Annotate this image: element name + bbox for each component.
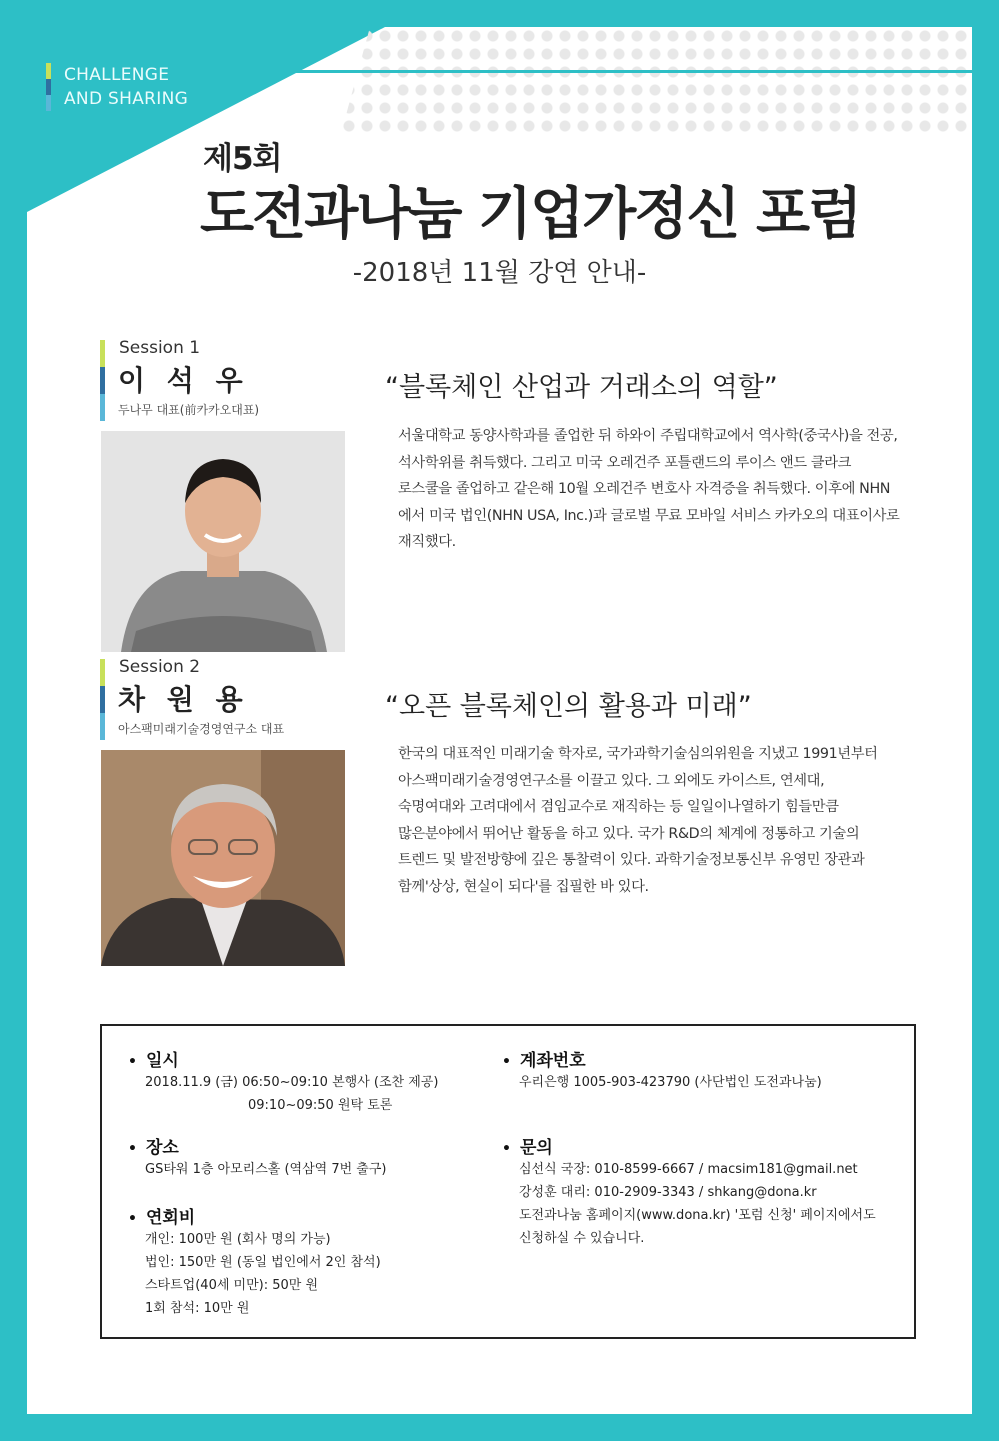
session-color-bars	[100, 659, 105, 741]
speaker-name: 차 원 용	[118, 683, 249, 716]
session-label: Session 2	[119, 657, 201, 677]
info-heading: 장소	[145, 1138, 179, 1158]
info-contact	[502, 1133, 876, 1250]
info-fee	[128, 1203, 381, 1320]
brand-line-2: AND SHARING	[64, 89, 189, 109]
bio-line: 에서 미국 법인(NHN USA, Inc.)과 글로벌 무료 모바일 서비스 카카오의 대표이사로	[398, 507, 900, 524]
info-line: 2018.11.9 (금) 06:50~09:10 본행사 (조찬 제공)	[145, 1075, 439, 1090]
bio-line: 함께'상상, 현실이 되다'를 집필한 바 있다.	[398, 878, 649, 895]
bio-line: 로스쿨을 졸업하고 같은해 10월 오레건주 변호사 자격증을 취득했다. 이후에 NHN	[398, 481, 891, 498]
speaker-photo-2	[101, 750, 345, 966]
info-line: 1회 참석: 10만 원	[145, 1301, 250, 1316]
speaker-name: 이 석 우	[118, 364, 249, 397]
session-color-bars	[100, 340, 105, 422]
bio-line: 아스팩미래기술경영연구소를 이끌고 있다. 그 외에도 카이스트, 연세대,	[398, 772, 825, 789]
info-line: 스타트업(40세 미만): 50만 원	[145, 1278, 319, 1293]
page-title: 도전과나눔 기업가정신 포럼	[200, 182, 861, 247]
info-line: 개인: 100만 원 (회사 명의 가능)	[145, 1232, 331, 1247]
talk-title-2: “오픈 블록체인의 활용과 미래”	[385, 691, 752, 722]
bio-line: 트렌드 및 발전방향에 깊은 통찰력이 있다. 과학기술정보통신부 유영민 장관과	[398, 852, 865, 869]
header-rule	[278, 70, 972, 73]
bio-line: 한국의 대표적인 미래기술 학자로, 국가과학기술심의위원을 지냈고 1991년부터	[398, 746, 878, 762]
brand-color-bars	[46, 63, 51, 111]
info-date	[128, 1046, 438, 1117]
bio-line: 재직했다.	[398, 534, 456, 551]
info-line: 도전과나눔 홈페이지(www.dona.kr) '포럼 신청' 페이지에서도	[519, 1208, 876, 1223]
bullet: •	[502, 1054, 511, 1070]
event-info-box	[100, 1024, 916, 1339]
info-heading: 일시	[145, 1051, 179, 1071]
session-label: Session 1	[119, 338, 201, 358]
bio-line: 많은분야에서 뛰어난 활동을 하고 있다. 국가 R&D의 체계에 정통하고 기술의	[398, 825, 860, 842]
edition-label: 제5회	[203, 141, 282, 177]
info-line: 우리은행 1005-903-423790 (사단법인 도전과나눔)	[519, 1075, 822, 1090]
info-heading: 계좌번호	[519, 1051, 586, 1071]
info-line: 09:10~09:50 원탁 토론	[248, 1098, 393, 1113]
info-line: GS타워 1층 아모리스홀 (역삼역 7번 출구)	[145, 1162, 387, 1177]
speaker-bio-1	[398, 423, 958, 556]
bullet: •	[128, 1211, 137, 1227]
info-line: 신청하실 수 있습니다.	[519, 1231, 645, 1246]
dot-pattern	[340, 27, 972, 137]
info-line: 강성훈 대리: 010-2909-3343 / shkang@dona.kr	[519, 1185, 817, 1200]
bullet: •	[128, 1141, 137, 1157]
talk-title-1: “블록체인 산업과 거래소의 역할”	[385, 372, 778, 403]
info-account	[502, 1046, 822, 1094]
info-line: 법인: 150만 원 (동일 법인에서 2인 참석)	[145, 1255, 381, 1270]
bio-line: 석사학위를 취득했다. 그리고 미국 오레건주 포틀랜드의 루이스 앤드 클라크	[398, 454, 852, 471]
info-heading: 연회비	[145, 1208, 196, 1228]
bio-line: 숙명여대와 고려대에서 겸임교수로 재직하는 등 일일이나열하기 힘들만큼	[398, 799, 839, 816]
brand-line-1: CHALLENGE	[64, 65, 170, 85]
speaker-role: 두나무 대표(前카카오대표)	[118, 403, 260, 417]
speaker-photo-1	[101, 431, 345, 652]
speaker-bio-2	[398, 741, 958, 901]
speaker-role: 아스팩미래기술경영연구소 대표	[118, 722, 285, 736]
info-line: 심선식 국장: 010-8599-6667 / macsim181@gmail.net	[519, 1162, 858, 1177]
page-subtitle: -2018년 11월 강연 안내-	[352, 258, 647, 288]
info-heading: 문의	[519, 1138, 553, 1158]
bullet: •	[128, 1054, 137, 1070]
info-venue	[128, 1133, 387, 1181]
bio-line: 서울대학교 동양사학과를 졸업한 뒤 하와이 주립대학교에서 역사학(중국사)을 전공,	[398, 428, 898, 444]
bullet: •	[502, 1141, 511, 1157]
